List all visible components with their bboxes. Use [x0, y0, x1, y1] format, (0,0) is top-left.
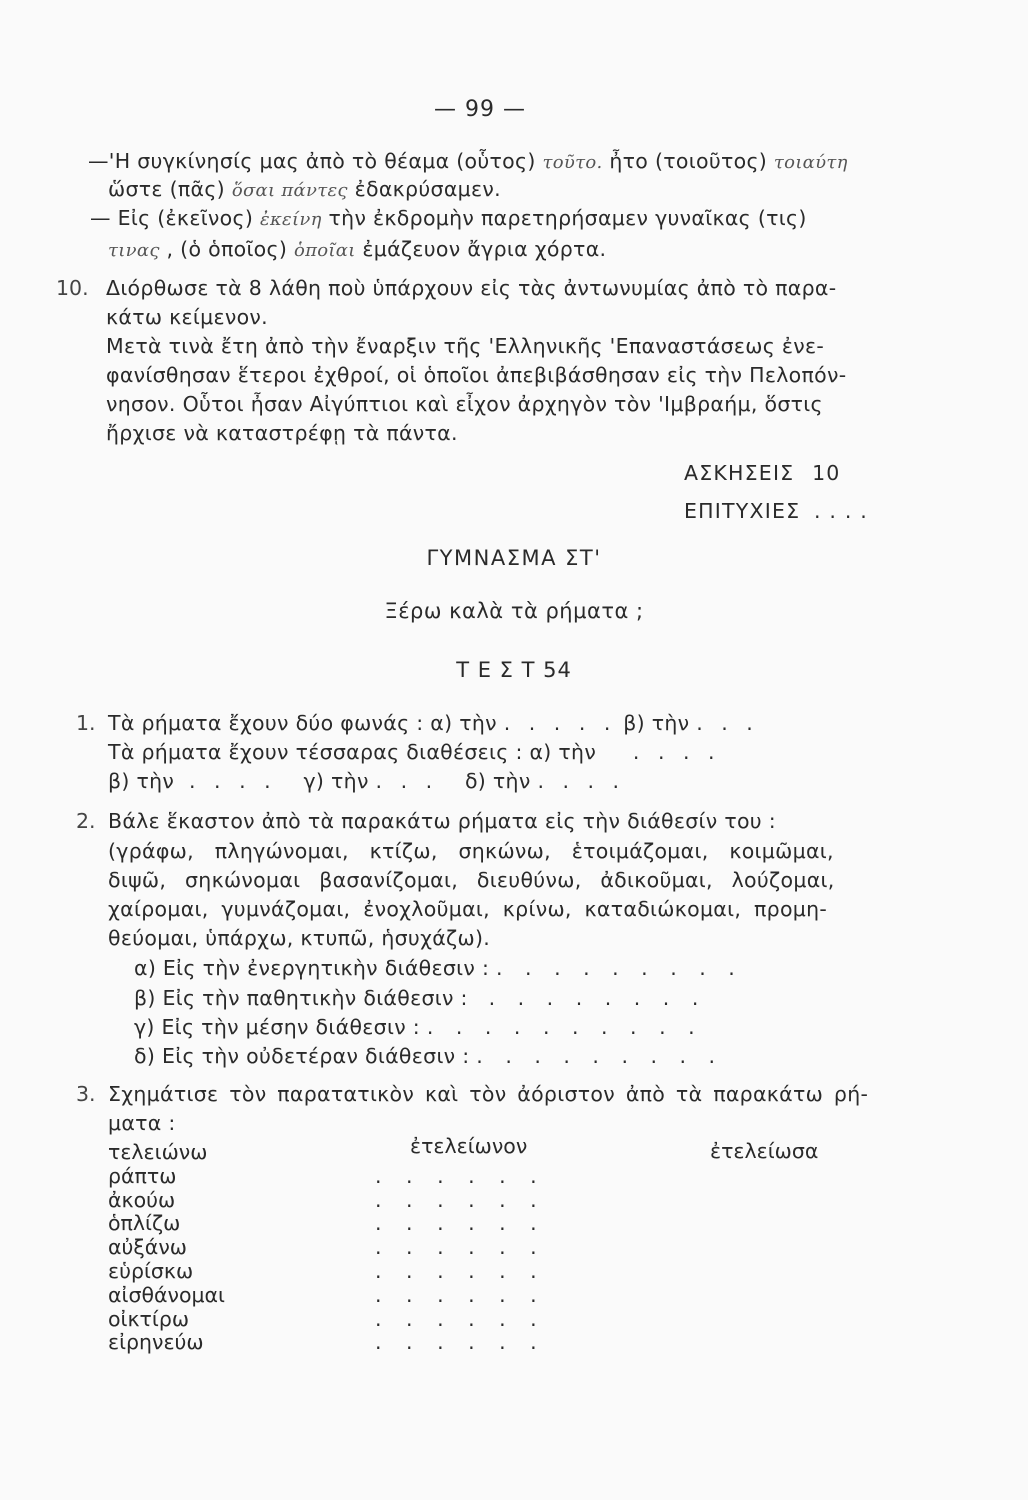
q1-line1-text-a: Τὰ ρήματα ἔχουν δύο φωνάς : α) τὴν	[108, 711, 497, 735]
answer-blank: . . . . . .	[375, 1235, 546, 1259]
exercises-value: 10	[812, 461, 841, 485]
question-3-line-1: Σχημάτισε τὸν παρατατικὸν καὶ τὸν ἀόριστον ἀπὸ τὰ παρακάτω ρή-	[108, 1082, 869, 1106]
exercise-10-line-3: Μετὰ τινὰ ἔτη ἀπὸ τὴν ἔναρξιν τῆς 'Ελληνικῆς 'Επαναστάσεως ἐνε-	[106, 334, 825, 358]
handwritten-answer: ὁποῖαι	[293, 240, 356, 261]
verb-item: ὁπλίζω	[108, 1211, 181, 1235]
question-number: 3.	[76, 1082, 96, 1106]
answer-blank: . . .	[375, 769, 439, 793]
diathesis-d	[134, 1043, 723, 1069]
imperfect-example: ἐτελείωνον	[410, 1134, 528, 1158]
answer-blank: . . . .	[632, 740, 721, 764]
answer-blank: . . .	[696, 711, 759, 735]
question-2-line-1: Βάλε ἕκαστον ἀπὸ τὰ παρακάτω ρήματα εἰς τὴν διάθεσίν του :	[108, 809, 776, 833]
q1-line1-text-b: β) τὴν	[623, 711, 690, 735]
answer-blank: . . . . . .	[375, 1188, 546, 1212]
answer-blank: . . . . . .	[375, 1330, 546, 1354]
diathesis-b-label: β) Εἰς τὴν παθητικὴν διάθεσιν :	[134, 986, 468, 1010]
intro-line-4-text-b: ἐμάζευον ἄγρια χόρτα.	[362, 237, 607, 261]
verb-item: αὐξάνω	[108, 1235, 187, 1259]
test-title: Τ Ε Σ Τ 54	[456, 658, 572, 682]
section-title: ΓΥΜΝΑΣΜΑ ΣΤ'	[426, 546, 602, 570]
intro-line-4	[108, 236, 606, 264]
intro-line-1	[88, 148, 848, 176]
exercise-10-line-5: νησον. Οὗτοι ἦσαν Αἰγύπτιοι καὶ εἶχον ἀρχηγὸν τὸν 'Ιμβραήμ, ὅστις	[106, 392, 823, 416]
question-number: 1.	[76, 711, 96, 735]
success-score	[684, 498, 868, 524]
answer-blank: . . . . . . . . .	[496, 956, 743, 980]
intro-line-3-text-b: τὴν ἐκδρομὴν παρετηρήσαμεν γυναῖκας (τις)	[328, 206, 807, 230]
aorist-example: ἐτελείωσα	[710, 1139, 819, 1163]
question-2-line-4: χαίρομαι, γυμνάζομαι, ἐνοχλοῦμαι, κρίνω, καταδιώκομαι, προμη-	[108, 897, 828, 921]
handwritten-answer: τινας	[108, 240, 160, 261]
question-1-line-3	[108, 768, 625, 794]
verb-item: τελειώνω	[108, 1140, 208, 1164]
verb-item: οἰκτίρω	[108, 1307, 190, 1331]
answer-blank: . . . . . . . . . .	[426, 1015, 703, 1039]
diathesis-a	[134, 955, 743, 981]
exercise-10-line-2: κάτω κείμενον.	[106, 305, 269, 329]
q1-line3-text-c: δ) τὴν	[464, 769, 531, 793]
intro-line-3	[90, 205, 807, 233]
question-2-line-2: (γράφω, πληγώνομαι, κτίζω, σηκώνω, ἑτοιμάζομαι, κοιμῶμαι,	[108, 839, 834, 863]
question-3-line-2: ματα :	[108, 1111, 176, 1135]
q1-line3-text-b: γ) τὴν	[303, 769, 369, 793]
intro-line-2-text-b: ἐδακρύσαμεν.	[354, 177, 501, 201]
intro-line-1-text-b: ἦτο (τοιοῦτος)	[609, 149, 768, 173]
verb-item: εἰρηνεύω	[108, 1330, 204, 1354]
verb-item: εὑρίσκω	[108, 1259, 194, 1283]
diathesis-c	[134, 1014, 703, 1040]
intro-line-2-text-a: ὥστε (πᾶς)	[108, 177, 225, 201]
exercise-10-line-1: Διόρθωσε τὰ 8 λάθη ποὺ ὑπάρχουν εἰς τὰς ἀντωνυμίας ἀπὸ τὸ παρα-	[106, 276, 837, 300]
exercise-number: 10.	[56, 276, 89, 300]
answer-blank: . . . . . .	[375, 1283, 546, 1307]
section-subtitle: Ξέρω καλὰ τὰ ρήματα ;	[384, 599, 644, 623]
verb-item: αἰσθάνομαι	[108, 1283, 225, 1307]
answer-blank: . . . . . . . .	[488, 986, 707, 1010]
verb-item: ράπτω	[108, 1164, 177, 1188]
exercises-label: ΑΣΚΗΣΕΙΣ	[684, 461, 795, 485]
exercise-10-line-4: φανίσθησαν ἕτεροι ἐχθροί, οἱ ὁποῖοι ἀπεβιβάσθησαν εἰς τὴν Πελοπόν-	[106, 363, 847, 387]
success-value: . . . .	[813, 499, 868, 523]
answer-blank: . . . . . .	[375, 1164, 546, 1188]
answer-blank: . . . .	[189, 769, 277, 793]
intro-line-3-text-a: — Εἰς (ἐκεῖνος)	[90, 206, 254, 230]
answer-blank: . . . . . . . . .	[476, 1044, 724, 1068]
intro-line-2	[108, 176, 501, 204]
question-number: 2.	[76, 809, 96, 833]
verb-item: ἀκούω	[108, 1188, 176, 1212]
handwritten-answer: ἐκείνη	[259, 209, 322, 230]
exercises-score	[684, 460, 841, 486]
diathesis-c-label: γ) Εἰς τὴν μέσην διάθεσιν :	[134, 1015, 420, 1039]
handwritten-answer: ὅσαι πάντες	[231, 180, 348, 201]
diathesis-b	[134, 985, 706, 1011]
handwritten-answer: τοιαύτη	[773, 152, 848, 173]
question-1-line-1	[108, 710, 759, 736]
question-1-line-2	[108, 739, 721, 765]
answer-blank: . . . . . .	[375, 1259, 546, 1283]
answer-blank: . . . . .	[503, 711, 617, 735]
diathesis-a-label: α) Εἰς τὴν ἐνεργητικὴν διάθεσιν :	[134, 956, 490, 980]
intro-line-1-text-a: —'Η συγκίνησίς μας ἀπὸ τὸ θέαμα (οὗτος)	[88, 149, 536, 173]
intro-line-4-text-a: , (ὁ ὁποῖος)	[166, 237, 288, 261]
answer-blank: . . . . . .	[375, 1211, 546, 1235]
answer-blank: . . . .	[537, 769, 626, 793]
q1-line2-text: Τὰ ρήματα ἔχουν τέσσαρας διαθέσεις : α) τὴν	[108, 740, 597, 764]
question-2-line-3: διψῶ, σηκώνομαι βασανίζομαι, διευθύνω, ἀδικοῦμαι, λούζομαι,	[108, 868, 835, 892]
diathesis-d-label: δ) Εἰς τὴν οὐδετέραν διάθεσιν :	[134, 1044, 470, 1068]
question-2-line-5: θεύομαι, ὑπάρχω, κτυπῶ, ἡσυχάζω).	[108, 926, 491, 950]
answer-blank: . . . . . .	[375, 1307, 546, 1331]
handwritten-answer: τοῦτο.	[542, 152, 603, 173]
exercise-10-line-6: ἤρχισε νὰ καταστρέφῃ τὰ πάντα.	[106, 421, 458, 445]
q1-line3-text-a: β) τὴν	[108, 769, 175, 793]
page-number: — 99 —	[434, 97, 526, 122]
success-label: ΕΠΙΤΥΧΙΕΣ	[684, 499, 801, 523]
